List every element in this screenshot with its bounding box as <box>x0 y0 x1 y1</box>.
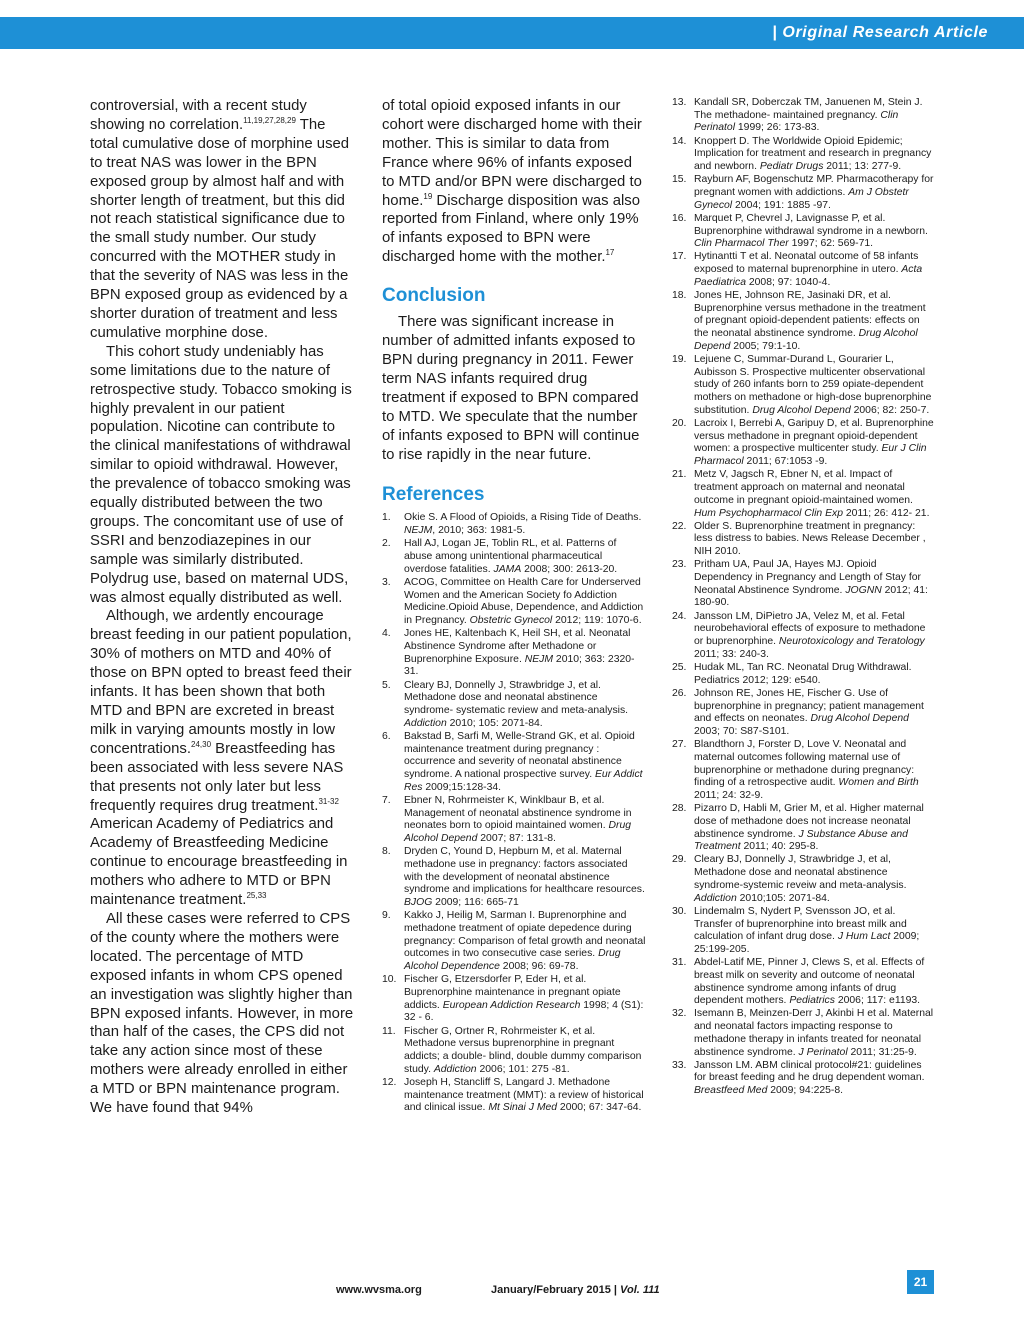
reference-citation: 2009;15:128-34. <box>422 781 502 793</box>
reference-item <box>672 559 936 610</box>
reference-citation: 2011; 26: 412- 21. <box>843 507 930 519</box>
reference-item <box>672 662 936 687</box>
reference-item <box>672 136 936 174</box>
reference-text: Jansson LM, DiPietro JA, Velez M, et al. Fetal neurobehavioral effects of exposure to methadone or buprenorphine. <box>694 610 926 648</box>
reference-item <box>672 213 936 251</box>
reference-text: Jones HE, Johnson RE, Jasinaki DR, et al. Buprenorphine versus methadone in the treatment of pregnant opioid-dependent patients: effects on the neonatal abstinence syndrome. <box>694 290 926 340</box>
reference-item <box>382 795 646 846</box>
reference-number: 2. <box>382 538 391 550</box>
reference-journal: Drug Alcohol Depend <box>404 820 632 844</box>
reference-item <box>382 538 646 576</box>
reference-journal: Drug Alcohol Dependence <box>404 948 621 973</box>
reference-list <box>672 97 936 1098</box>
reference-number: 25. <box>672 661 687 673</box>
reference-citation: 2008; 300: 2613-20. <box>521 563 618 575</box>
reference-number: 9. <box>382 910 391 922</box>
reference-citation: 2006; 117: e1193. <box>834 995 921 1007</box>
conclusion-heading: Conclusion <box>382 285 486 307</box>
reference-citation: 1997; 62: 569-71. <box>788 238 874 250</box>
reference-citation: 2011; 33: 240-3. <box>694 648 769 660</box>
reference-journal: Acta Paediatrica <box>694 264 923 288</box>
reference-journal: Addiction <box>404 717 447 729</box>
reference-item <box>672 739 936 803</box>
reference-journal: Hum Psychopharmacol Clin Exp <box>694 507 843 519</box>
reference-number: 24. <box>672 610 687 622</box>
reference-item <box>672 469 936 520</box>
reference-number: 11. <box>382 1025 396 1037</box>
reference-citation: 1998; 4 (S1): 32 - 6. <box>404 999 644 1024</box>
footer-website: www.wvsma.org <box>336 1284 422 1296</box>
section-label: | Original Research Article <box>772 24 988 41</box>
reference-number: 3. <box>382 576 391 588</box>
reference-text: Jansson LM. ABM clinical protocol#21: guidelines for breast feeding and he drug dependent woman. <box>694 1059 925 1084</box>
reference-number: 16. <box>672 212 687 224</box>
paragraph: This cohort study undeniably has some limitations due to the nature of retrospective study. Tobacco smoking is highly prevalent in our patient population. Nicotine can contribute to the clinical manifestations of withdrawal similar to opioid withdrawal. However, the prevalence of tobacco smoking was equally distributed between the two groups. The concomitant use of use of SSRI and benzodiazepines in our sample was similarly distributed. Polydrug use, based on maternal UDS, was almost equally distributed as well. <box>90 343 352 606</box>
reference-item <box>382 512 646 537</box>
reference-text: Lindemalm S, Nydert P, Svensson JO, et al. Transfer of buprenorphine into breast milk and calculation of infant drug dose. <box>694 905 907 943</box>
paragraph: All these cases were referred to CPS of the county where the mothers were located. The percentage of MTD exposed infants in whom CPS opened an investigation was slightly higher than BPN exposed infants. However, in more than half of the cases, the CPS did not take any action since most of these mothers were already enrolled in either a MTD or BPN maintenance program. We have found that 94% <box>90 910 354 1117</box>
reference-journal: Pediatrics <box>789 995 835 1007</box>
reference-item <box>672 1008 936 1059</box>
reference-text: Hall AJ, Logan JE, Toblin RL, et al. Patterns of abuse among unintentional pharmaceutical overdose fatalities. <box>404 538 617 575</box>
reference-text: Lejuene C, Summar-Durand L, Gourarier L, Aubisson S. Prospective multicenter observational study of 260 infants born to 259 opiate-dependent mothers on methadone or high-dose buprenorphine substitution. <box>694 354 932 416</box>
reference-citation: 2009; 116: 665-71 <box>432 897 519 908</box>
reference-number: 28. <box>672 803 687 815</box>
reference-journal: Eur J Clin Pharmacol <box>694 443 927 468</box>
reference-citation: 2006; 82: 250-7. <box>850 404 930 416</box>
reference-number: 32. <box>672 1008 687 1020</box>
reference-text: Kakko J, Heilig M, Sarman I. Buprenorphine and methadone treatment of opiate depedence during pregnancy: Comparison of fetal growth and neonatal outcomes in two consecutive case series. <box>404 910 646 960</box>
reference-number: 14. <box>672 135 687 147</box>
reference-number: 31. <box>672 957 687 969</box>
reference-journal: Clin Perinatol <box>694 109 899 134</box>
reference-number: 8. <box>382 846 391 858</box>
reference-journal: Eur Addict Res <box>404 768 643 793</box>
reference-item <box>672 418 936 469</box>
reference-text: ACOG, Committee on Health Care for Underserved Women and the American Society fo Addiction Medicine.Opioid Abuse, Dependence, and Addiction in Pregnancy. <box>404 576 644 627</box>
reference-text: Cleary BJ, Donnelly J, Strawbridge J, et al, Methadone dose and neonatal abstinence syndrome-systemic reveiw and meta-analysis. <box>694 854 907 891</box>
reference-number: 12. <box>382 1076 397 1088</box>
reference-item <box>672 521 936 559</box>
reference-number: 22. <box>672 520 687 532</box>
reference-journal: JAMA <box>493 563 522 575</box>
reference-number: 15. <box>672 174 687 186</box>
reference-text: Bakstad B, Sarfi M, Welle-Strand GK, et al. Opioid maintenance treatment during pregnancy : occurrence and severity of neonatal abstinence syndrome. A national prospective survey. <box>404 730 635 780</box>
reference-citation: 2003; 70: S87-S101. <box>694 725 790 737</box>
reference-item <box>672 854 936 905</box>
reference-number: 5. <box>382 679 391 691</box>
reference-citation: 2011; 67:1053 -9. <box>743 456 828 468</box>
reference-journal: J Hum Lact <box>837 931 891 943</box>
reference-citation: 2004; 191: 1885 -97. <box>732 199 831 211</box>
reference-journal: Women and Birth <box>838 777 919 789</box>
reference-journal: NEJM <box>404 525 433 537</box>
reference-text: Blandthorn J, Forster D, Love V. Neonatal and maternal outcomes following maternal use of buprenorphine or methadone during pregnancy: finding of a retrospective audit. <box>694 739 915 789</box>
reference-item <box>382 974 646 1025</box>
reference-item <box>672 906 936 957</box>
reference-journal: Obstetric Gynecol <box>469 615 553 627</box>
reference-item <box>382 910 646 974</box>
reference-citation: 2012; 41: 180-90. <box>694 584 928 609</box>
reference-number: 6. <box>382 730 391 742</box>
reference-journal: Drug Alcohol Depend <box>752 404 851 416</box>
reference-journal: Addiction <box>694 892 737 904</box>
reference-list <box>382 512 646 1115</box>
reference-text: Ebner N, Rohrmeister K, Winklbaur B, et al. Management of neonatal abstinence syndrome in neonates born to opioid maintained women. <box>404 794 632 832</box>
reference-number: 10. <box>382 974 397 986</box>
reference-number: 20. <box>672 418 687 430</box>
reference-journal: Clin Pharmacol Ther <box>694 238 789 250</box>
reference-item <box>672 251 936 289</box>
reference-text: Abdel-Latif ME, Pinner J, Clews S, et al. Effects of breast milk on severity and outcome of neonatal abstinence syndrome among infants of drug dependent mothers. <box>694 957 925 1007</box>
reference-number: 33. <box>672 1059 687 1071</box>
reference-journal: Neurotoxicology and Teratology <box>778 636 925 648</box>
column-1 <box>90 97 354 1118</box>
page-number: 21 <box>907 1270 934 1294</box>
reference-text: Hytinantti T et al. Neonatal outcome of 58 infants exposed to maternal buprenorphine in utero. <box>694 251 919 276</box>
reference-citation: 1999; 26: 173-83. <box>735 122 820 134</box>
reference-citation: 2012; 119: 1070-6. <box>552 615 642 627</box>
paragraph: controversial, with a recent study showing no correlation.$^{11,19,27,28,29}$ The total cumulative dose of morphine used to treat NAS was lower in the BPN exposed group by almost half and with shorter length of treatment, but this did not reach statistical significance due to the small study number. Our study concurred with the MOTHER study in that the severity of NAS was less in the BPN exposed group as evidenced by a shorter duration of treatment and less cumulative morphine dose. <box>90 98 350 341</box>
reference-item <box>672 803 936 854</box>
reference-number: 26. <box>672 687 687 699</box>
reference-item <box>672 97 936 135</box>
reference-number: 29. <box>672 854 687 866</box>
reference-number: 30. <box>672 905 687 917</box>
reference-number: 4. <box>382 628 391 640</box>
reference-citation: 2010; 105: 2071-84. <box>446 717 543 729</box>
reference-journal: Pediatr Drugs <box>759 161 824 173</box>
reference-journal: Addiction <box>433 1063 477 1075</box>
reference-journal: Am J Obstetr Gynecol <box>694 186 909 211</box>
reference-text: Joseph H, Stancliff S, Langard J. Methadone maintenance treatment (MMT): a review of historical and clinical issue. <box>404 1076 644 1114</box>
column-2 <box>382 97 646 1115</box>
reference-citation: 2008; 97: 1040-4. <box>745 276 831 288</box>
reference-text: Older S. Buprenorphine treatment in pregnancy: less distress to babies. News Release December , NIH 2010. <box>694 520 926 558</box>
reference-citation: 2011; 13: 277-9. <box>823 161 902 173</box>
reference-number: 27. <box>672 739 687 751</box>
reference-text: Kandall SR, Doberczak TM, Januenen M, Stein J. The methadone- maintained pregnancy. <box>694 97 923 121</box>
header-banner <box>0 17 1024 49</box>
reference-item <box>672 1060 936 1098</box>
reference-item <box>672 174 936 212</box>
reference-number: 18. <box>672 290 687 302</box>
reference-text: Rayburn AF, Bogenschutz MP. Pharmacotherapy for pregnant women with addictions. <box>694 174 934 198</box>
reference-citation: 2005; 79:1-10. <box>730 340 801 352</box>
reference-text: Fischer G, Etzersdorfer P, Eder H, et al. Buprenorphine maintenance in pregnant opiate addicts. <box>404 974 621 1011</box>
reference-text: Fischer G, Ortner R, Rohrmeister K, et al. Methadone versus buprenorphine in pregnant addicts; a double- blind, double dummy comparison study. <box>404 1025 642 1075</box>
reference-text: Knoppert D. The Worldwide Opioid Epidemic; Implication for treatment and research in pregnancy and newborn. <box>694 135 932 173</box>
reference-journal: European Addiction Research <box>442 999 581 1011</box>
reference-item <box>382 846 646 910</box>
reference-text: Metz V, Jagsch R, Ebner N, et al. Impact of treatment approach on maternal and neonatal outcome in pregnant opioid-maintained women. <box>694 469 913 506</box>
reference-journal: Mt Sinai J Med <box>488 1102 558 1114</box>
reference-text: Jones HE, Kaltenbach K, Heil SH, et al. Neonatal Abstinence Syndrome after Methadone or Buprenorphine Exposure. <box>404 628 631 665</box>
reference-citation: 2006; 101: 275 -81. <box>476 1063 570 1075</box>
reference-citation: 2000; 67: 347-64. <box>557 1102 642 1114</box>
reference-citation: 2011; 31:25-9. <box>847 1046 917 1058</box>
reference-text: Pritham UA, Paul JA, Hayes MJ. Opioid Dependency in Pregnancy and Length of Stay for Neonatal Abstinence Syndrome. <box>694 559 922 596</box>
reference-citation: 2008; 96: 69-78. <box>499 961 579 973</box>
paragraph: of total opioid exposed infants in our cohort were discharged home with their mother. This is similar to data from France where 96% of infants exposed to MTD and/or BPN were discharged to home.$^{19}$ Discharge disposition was also reported from Finland, where only 19% of infants exposed to BPN were discharged home with the mother.$^{17}$ <box>382 98 642 266</box>
reference-citation: , 2010; 363: 1981-5. <box>432 525 526 537</box>
reference-text: Cleary BJ, Donnelly J, Strawbridge J, et al. Methadone dose and neonatal abstinence syndrome- systematic review and meta-analysis. <box>404 679 629 716</box>
reference-citation: 2010;105: 2071-84. <box>736 892 830 904</box>
reference-number: 13. <box>672 97 687 108</box>
reference-number: 19. <box>672 354 687 366</box>
reference-journal: JOGNN <box>845 584 882 596</box>
reference-journal: Drug Alcohol Depend <box>810 713 909 725</box>
reference-journal: NEJM <box>524 653 554 665</box>
reference-journal: BJOG <box>404 897 433 908</box>
reference-citation: 2007; 87: 131-8. <box>477 832 556 844</box>
reference-item <box>382 1026 646 1077</box>
reference-item <box>672 290 936 354</box>
footer-issue: January/February 2015 | Vol. 111 <box>491 1284 660 1296</box>
paragraph: Although, we ardently encourage breast feeding in our patient population, 30% of mothers on MTD and 40% of those on BPN opted to breast feed their infants. It has been shown that both MTD and BPN are excreted in breast milk in varying amounts mostly in low concentrations.$^{24,30}$ Breastfeeding has been associated with less severe NAS that presents not only later but less frequently requires drug treatment.$^{31-32}$ American Academy of Pediatrics and Academy of Breastfeeding Medicine continue to encourage breastfeeding in mothers who adhere to MTD or BPN maintenance treatment.$^{25,33}$ <box>90 608 352 909</box>
reference-number: 17. <box>672 251 687 263</box>
reference-item <box>672 611 936 662</box>
reference-item <box>672 957 936 1008</box>
reference-text: Hudak ML, Tan RC. Neonatal Drug Withdrawal. Pediatrics 2012; 129: e540. <box>694 661 912 686</box>
reference-item <box>382 731 646 795</box>
reference-item <box>382 1077 646 1115</box>
reference-citation: 2009; 25:199-205. <box>694 931 920 955</box>
reference-item <box>672 354 936 418</box>
reference-text: Johnson RE, Jones HE, Fischer G. Use of buprenorphine in pregnancy; patient management and effects on neonates. <box>694 687 924 725</box>
reference-text: Okie S. A Flood of Opioids, a Rising Tide of Deaths. <box>404 512 642 524</box>
reference-citation: 2009; 94:225-8. <box>767 1085 844 1097</box>
reference-text: Dryden C, Yound D, Hepburn M, et al. Maternal methadone use in pregnancy: factors associated with the development of neonatal abstinence syndrome and implications for healthcare resources. <box>404 846 645 896</box>
reference-item <box>672 688 936 739</box>
reference-journal: Drug Alcohol Depend <box>694 328 918 352</box>
reference-journal: Breastfeed Med <box>694 1085 768 1097</box>
reference-item <box>382 577 646 628</box>
reference-citation: 2010; 363: 2320-31. <box>404 653 635 678</box>
reference-item <box>382 680 646 731</box>
reference-citation: 2011; 24: 32-9. <box>694 789 764 801</box>
reference-number: 1. <box>382 512 391 524</box>
reference-number: 21. <box>672 469 687 481</box>
reference-text: Marquet P, Chevrel J, Lavignasse P, et al. Buprenorphine withdrawal syndrome in a newborn. <box>694 212 928 237</box>
reference-number: 7. <box>382 794 391 806</box>
reference-number: 23. <box>672 559 687 571</box>
reference-text: Pizarro D, Habli M, Grier M, et al. Higher maternal dose of methadone does not increase neonatal abstinence syndrome. <box>694 803 924 840</box>
reference-text: Isemann B, Meinzen-Derr J, Akinbi H et al. Maternal and neonatal factors impacting response to methadone therapy in infants treated for neonatal abstinence syndrome. <box>694 1008 934 1058</box>
reference-text: Lacroix I, Berrebi A, Garipuy D, et al. Buprenorphine versus methadone in pregnant opioid-dependent women: a prospective multicenter study. <box>694 418 934 455</box>
reference-journal: J Perinatol <box>798 1046 848 1058</box>
reference-journal: J Substance Abuse and Treatment <box>694 828 908 853</box>
reference-citation: 2011; 40: 295-8. <box>740 841 819 853</box>
conclusion-text: There was significant increase in number of admitted infants exposed to BPN during pregnancy in 2011. Fewer term NAS infants required drug treatment if exposed to BPN compared to MTD. We speculate that the number of infants exposed to BPN will continue to rise rapidly in the near future. <box>382 314 640 463</box>
reference-item <box>382 628 646 679</box>
references-heading: References <box>382 484 485 506</box>
column-3 <box>672 97 936 1098</box>
